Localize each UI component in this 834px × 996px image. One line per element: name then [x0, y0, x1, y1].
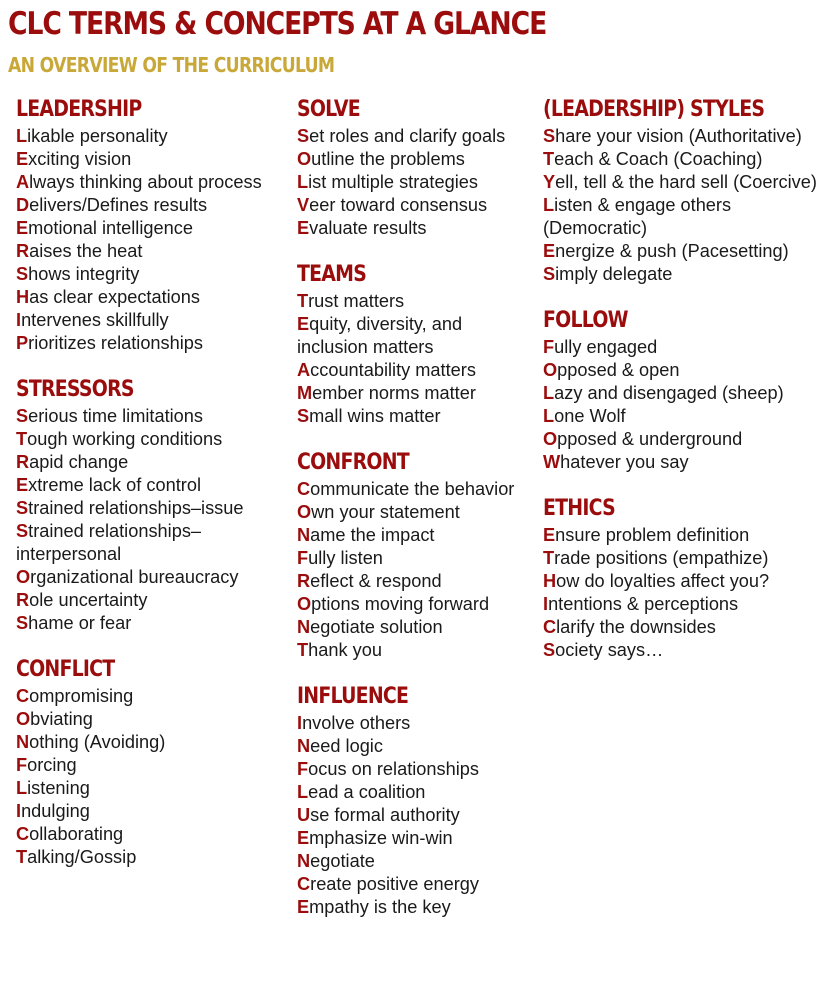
- column-middle: [297, 95, 533, 939]
- list-item: [543, 593, 832, 616]
- item-text: ole uncertainty: [29, 590, 148, 610]
- list-item: [16, 194, 284, 217]
- item-text: motional intelligence: [28, 218, 193, 238]
- item-text: ommunicate the behavior: [310, 479, 515, 499]
- acronym-initial: M: [297, 383, 313, 403]
- acronym-initial: T: [16, 847, 28, 867]
- acronym-initial: S: [543, 126, 556, 146]
- item-text: trained relationships–issue: [28, 498, 244, 518]
- list-item: [16, 823, 284, 846]
- acronym-initial: N: [297, 617, 311, 637]
- acronym-initial: S: [543, 264, 556, 284]
- item-text: isten & engage others (Democratic): [543, 195, 732, 238]
- list-item: [16, 731, 284, 754]
- acronym-initial: R: [16, 590, 30, 610]
- list-item: [16, 286, 284, 309]
- list-item: [543, 336, 832, 359]
- section-heading: FOLLOW: [543, 308, 628, 333]
- page-title: CLC TERMS & CONCEPTS AT A GLANCE: [8, 6, 547, 42]
- item-text: hatever you say: [560, 452, 689, 472]
- acronym-initial: H: [16, 287, 30, 307]
- list-item: [297, 313, 533, 359]
- list-item: [16, 428, 284, 451]
- acronym-list: [543, 524, 832, 662]
- item-text: larify the downsides: [556, 617, 716, 637]
- item-text: ame the impact: [310, 525, 435, 545]
- acronym-initial: L: [16, 126, 28, 146]
- acronym-initial: E: [16, 475, 29, 495]
- section-ethics: [543, 494, 832, 662]
- acronym-initial: E: [297, 314, 310, 334]
- list-item: [297, 148, 533, 171]
- acronym-initial: C: [16, 824, 30, 844]
- acronym-initial: R: [16, 241, 30, 261]
- list-item: [543, 194, 832, 240]
- list-item: [16, 589, 284, 612]
- item-text: xtreme lack of control: [28, 475, 201, 495]
- acronym-initial: P: [16, 333, 29, 353]
- list-item: [543, 428, 832, 451]
- list-item: [543, 359, 832, 382]
- item-text: wn your statement: [311, 502, 460, 522]
- column-left: [16, 95, 284, 889]
- acronym-initial: E: [16, 149, 29, 169]
- acronym-initial: O: [543, 429, 558, 449]
- list-item: [297, 478, 533, 501]
- item-text: egotiate: [310, 851, 375, 871]
- item-text: ollaborating: [29, 824, 124, 844]
- list-item: [16, 171, 284, 194]
- item-text: ell, tell & the hard sell (Coercive): [555, 172, 817, 192]
- list-item: [543, 240, 832, 263]
- item-text: othing (Avoiding): [29, 732, 166, 752]
- list-item: [543, 547, 832, 570]
- item-text: alking/Gossip: [27, 847, 137, 867]
- list-item: [16, 520, 284, 566]
- item-text: ead a coalition: [308, 782, 426, 802]
- page-subtitle: AN OVERVIEW OF THE CURRICULUM: [8, 53, 335, 77]
- item-text: ntervenes skillfully: [21, 310, 169, 330]
- item-text: ully listen: [308, 548, 383, 568]
- acronym-initial: E: [297, 897, 310, 917]
- item-text: rioritizes relationships: [28, 333, 204, 353]
- list-item: [297, 570, 533, 593]
- list-item: [297, 290, 533, 313]
- acronym-initial: A: [297, 360, 311, 380]
- section-leadership-styles: [543, 95, 832, 286]
- list-item: [16, 217, 284, 240]
- list-item: [543, 570, 832, 593]
- list-item: [543, 639, 832, 662]
- section-heading: CONFLICT: [16, 657, 115, 682]
- item-text: pposed & underground: [557, 429, 743, 449]
- item-text: xciting vision: [28, 149, 132, 169]
- acronym-initial: E: [297, 218, 310, 238]
- acronym-initial: L: [16, 778, 28, 798]
- list-item: [16, 240, 284, 263]
- item-text: hank you: [308, 640, 382, 660]
- item-text: lways thinking about process: [29, 172, 262, 192]
- list-item: [297, 781, 533, 804]
- acronym-initial: N: [297, 525, 311, 545]
- item-text: elivers/Defines results: [29, 195, 208, 215]
- item-text: pposed & open: [557, 360, 680, 380]
- item-text: ully engaged: [554, 337, 658, 357]
- item-text: mall wins matter: [309, 406, 441, 426]
- acronym-initial: L: [297, 782, 309, 802]
- item-text: ccountability matters: [310, 360, 476, 380]
- acronym-initial: R: [16, 452, 30, 472]
- item-text: se formal authority: [310, 805, 460, 825]
- list-item: [16, 405, 284, 428]
- item-text: ocus on relationships: [308, 759, 479, 779]
- list-item: [16, 263, 284, 286]
- list-item: [297, 712, 533, 735]
- item-text: ough working conditions: [27, 429, 223, 449]
- acronym-initial: C: [16, 686, 30, 706]
- list-item: [297, 639, 533, 662]
- item-text: rganizational bureaucracy: [30, 567, 239, 587]
- item-text: nergize & push (Pacesetting): [555, 241, 789, 261]
- acronym-initial: T: [543, 149, 555, 169]
- list-item: [16, 125, 284, 148]
- section-heading: INFLUENCE: [297, 684, 409, 709]
- item-text: ptions moving forward: [311, 594, 490, 614]
- acronym-initial: O: [543, 360, 558, 380]
- acronym-initial: T: [297, 291, 309, 311]
- acronym-initial: F: [297, 759, 309, 779]
- acronym-initial: F: [16, 755, 28, 775]
- list-item: [543, 148, 832, 171]
- section-leadership: [16, 95, 284, 355]
- acronym-initial: A: [16, 172, 30, 192]
- list-item: [297, 382, 533, 405]
- acronym-list: [543, 336, 832, 474]
- item-text: as clear expectations: [29, 287, 200, 307]
- item-text: utline the problems: [311, 149, 465, 169]
- acronym-initial: O: [297, 502, 312, 522]
- item-text: bviating: [30, 709, 93, 729]
- section-follow: [543, 306, 832, 474]
- acronym-initial: C: [297, 479, 311, 499]
- acronym-initial: N: [297, 851, 311, 871]
- acronym-initial: C: [543, 617, 557, 637]
- section-teams: [297, 260, 533, 428]
- list-item: [16, 708, 284, 731]
- acronym-initial: O: [16, 709, 31, 729]
- list-item: [297, 593, 533, 616]
- item-text: egotiate solution: [310, 617, 443, 637]
- acronym-list: [543, 125, 832, 286]
- item-text: mphasize win-win: [309, 828, 453, 848]
- list-item: [297, 827, 533, 850]
- list-item: [297, 405, 533, 428]
- list-item: [543, 382, 832, 405]
- item-text: one Wolf: [554, 406, 626, 426]
- section-stressors: [16, 375, 284, 635]
- acronym-initial: S: [16, 521, 29, 541]
- acronym-initial: L: [297, 172, 309, 192]
- item-text: quity, diversity, and inclusion matters: [297, 314, 463, 357]
- list-item: [543, 125, 832, 148]
- acronym-initial: N: [16, 732, 30, 752]
- item-text: eer toward consensus: [309, 195, 488, 215]
- list-item: [16, 309, 284, 332]
- item-text: ist multiple strategies: [308, 172, 478, 192]
- list-item: [297, 171, 533, 194]
- section-heading: STRESSORS: [16, 377, 134, 402]
- item-text: ompromising: [29, 686, 134, 706]
- acronym-initial: I: [297, 713, 303, 733]
- acronym-initial: O: [16, 567, 31, 587]
- section-confront: [297, 448, 533, 662]
- acronym-list: [297, 290, 533, 428]
- list-item: [297, 804, 533, 827]
- acronym-initial: Y: [543, 172, 556, 192]
- item-text: et roles and clarify goals: [309, 126, 506, 146]
- item-text: ociety says…: [555, 640, 664, 660]
- item-text: hare your vision (Authoritative): [555, 126, 802, 146]
- item-text: nsure problem definition: [555, 525, 750, 545]
- item-text: orcing: [27, 755, 77, 775]
- acronym-initial: O: [297, 149, 312, 169]
- section-influence: [297, 682, 533, 919]
- acronym-initial: S: [543, 640, 556, 660]
- list-item: [297, 896, 533, 919]
- acronym-initial: E: [16, 218, 29, 238]
- list-item: [297, 735, 533, 758]
- acronym-initial: L: [543, 195, 555, 215]
- item-text: istening: [27, 778, 90, 798]
- acronym-initial: D: [16, 195, 30, 215]
- list-item: [16, 497, 284, 520]
- acronym-initial: L: [543, 383, 555, 403]
- acronym-initial: E: [543, 525, 556, 545]
- acronym-initial: W: [543, 452, 561, 472]
- item-text: imply delegate: [555, 264, 673, 284]
- acronym-initial: S: [16, 264, 29, 284]
- list-item: [543, 263, 832, 286]
- list-item: [16, 148, 284, 171]
- list-item: [543, 171, 832, 194]
- item-text: trained relationships–interpersonal: [16, 521, 202, 564]
- acronym-list: [16, 125, 284, 355]
- list-item: [297, 850, 533, 873]
- section-heading: LEADERSHIP: [16, 97, 142, 122]
- acronym-initial: T: [543, 548, 555, 568]
- section-conflict: [16, 655, 284, 869]
- acronym-list: [16, 405, 284, 635]
- section-heading: TEAMS: [297, 262, 367, 287]
- acronym-initial: E: [297, 828, 310, 848]
- acronym-list: [16, 685, 284, 869]
- list-item: [297, 873, 533, 896]
- list-item: [297, 547, 533, 570]
- list-item: [543, 524, 832, 547]
- item-text: eed logic: [310, 736, 383, 756]
- acronym-initial: N: [297, 736, 311, 756]
- item-text: reate positive energy: [310, 874, 479, 894]
- item-text: erious time limitations: [28, 406, 203, 426]
- list-item: [297, 125, 533, 148]
- list-item: [297, 217, 533, 240]
- acronym-initial: H: [543, 571, 557, 591]
- item-text: eflect & respond: [310, 571, 442, 591]
- item-text: ntentions & perceptions: [548, 594, 739, 614]
- list-item: [297, 501, 533, 524]
- item-text: hame or fear: [28, 613, 132, 633]
- item-text: hows integrity: [28, 264, 140, 284]
- list-item: [297, 758, 533, 781]
- acronym-initial: S: [16, 406, 29, 426]
- acronym-list: [297, 712, 533, 919]
- item-text: nvolve others: [302, 713, 411, 733]
- acronym-initial: T: [16, 429, 28, 449]
- list-item: [543, 451, 832, 474]
- acronym-initial: T: [297, 640, 309, 660]
- item-text: azy and disengaged (sheep): [554, 383, 784, 403]
- list-item: [297, 524, 533, 547]
- acronym-initial: L: [543, 406, 555, 426]
- list-item: [16, 685, 284, 708]
- list-item: [16, 566, 284, 589]
- section-heading: (LEADERSHIP) STYLES: [543, 97, 765, 122]
- section-solve: [297, 95, 533, 240]
- list-item: [297, 194, 533, 217]
- acronym-initial: E: [543, 241, 556, 261]
- acronym-list: [297, 478, 533, 662]
- acronym-initial: R: [297, 571, 311, 591]
- item-text: rust matters: [308, 291, 405, 311]
- acronym-initial: U: [297, 805, 311, 825]
- section-heading: CONFRONT: [297, 450, 409, 475]
- acronym-initial: F: [297, 548, 309, 568]
- item-text: apid change: [29, 452, 129, 472]
- acronym-initial: C: [297, 874, 311, 894]
- list-item: [16, 754, 284, 777]
- acronym-initial: I: [16, 310, 22, 330]
- item-text: rade positions (empathize): [554, 548, 769, 568]
- acronym-initial: I: [16, 801, 22, 821]
- item-text: mpathy is the key: [309, 897, 451, 917]
- column-right: [543, 95, 832, 682]
- list-item: [297, 359, 533, 382]
- item-text: ndulging: [21, 801, 90, 821]
- acronym-initial: S: [16, 498, 29, 518]
- item-text: ow do loyalties affect you?: [556, 571, 770, 591]
- list-item: [16, 474, 284, 497]
- list-item: [543, 405, 832, 428]
- list-item: [16, 777, 284, 800]
- item-text: ember norms matter: [312, 383, 476, 403]
- list-item: [16, 612, 284, 635]
- item-text: each & Coach (Coaching): [554, 149, 763, 169]
- acronym-initial: S: [297, 126, 310, 146]
- acronym-initial: O: [297, 594, 312, 614]
- section-heading: ETHICS: [543, 496, 615, 521]
- acronym-initial: S: [16, 613, 29, 633]
- list-item: [16, 332, 284, 355]
- list-item: [543, 616, 832, 639]
- acronym-initial: S: [297, 406, 310, 426]
- list-item: [297, 616, 533, 639]
- acronym-initial: I: [543, 594, 549, 614]
- acronym-initial: F: [543, 337, 555, 357]
- list-item: [16, 846, 284, 869]
- acronym-initial: V: [297, 195, 310, 215]
- item-text: valuate results: [309, 218, 427, 238]
- list-item: [16, 800, 284, 823]
- acronym-list: [297, 125, 533, 240]
- item-text: ikable personality: [27, 126, 168, 146]
- list-item: [16, 451, 284, 474]
- item-text: aises the heat: [29, 241, 143, 261]
- section-heading: SOLVE: [297, 97, 360, 122]
